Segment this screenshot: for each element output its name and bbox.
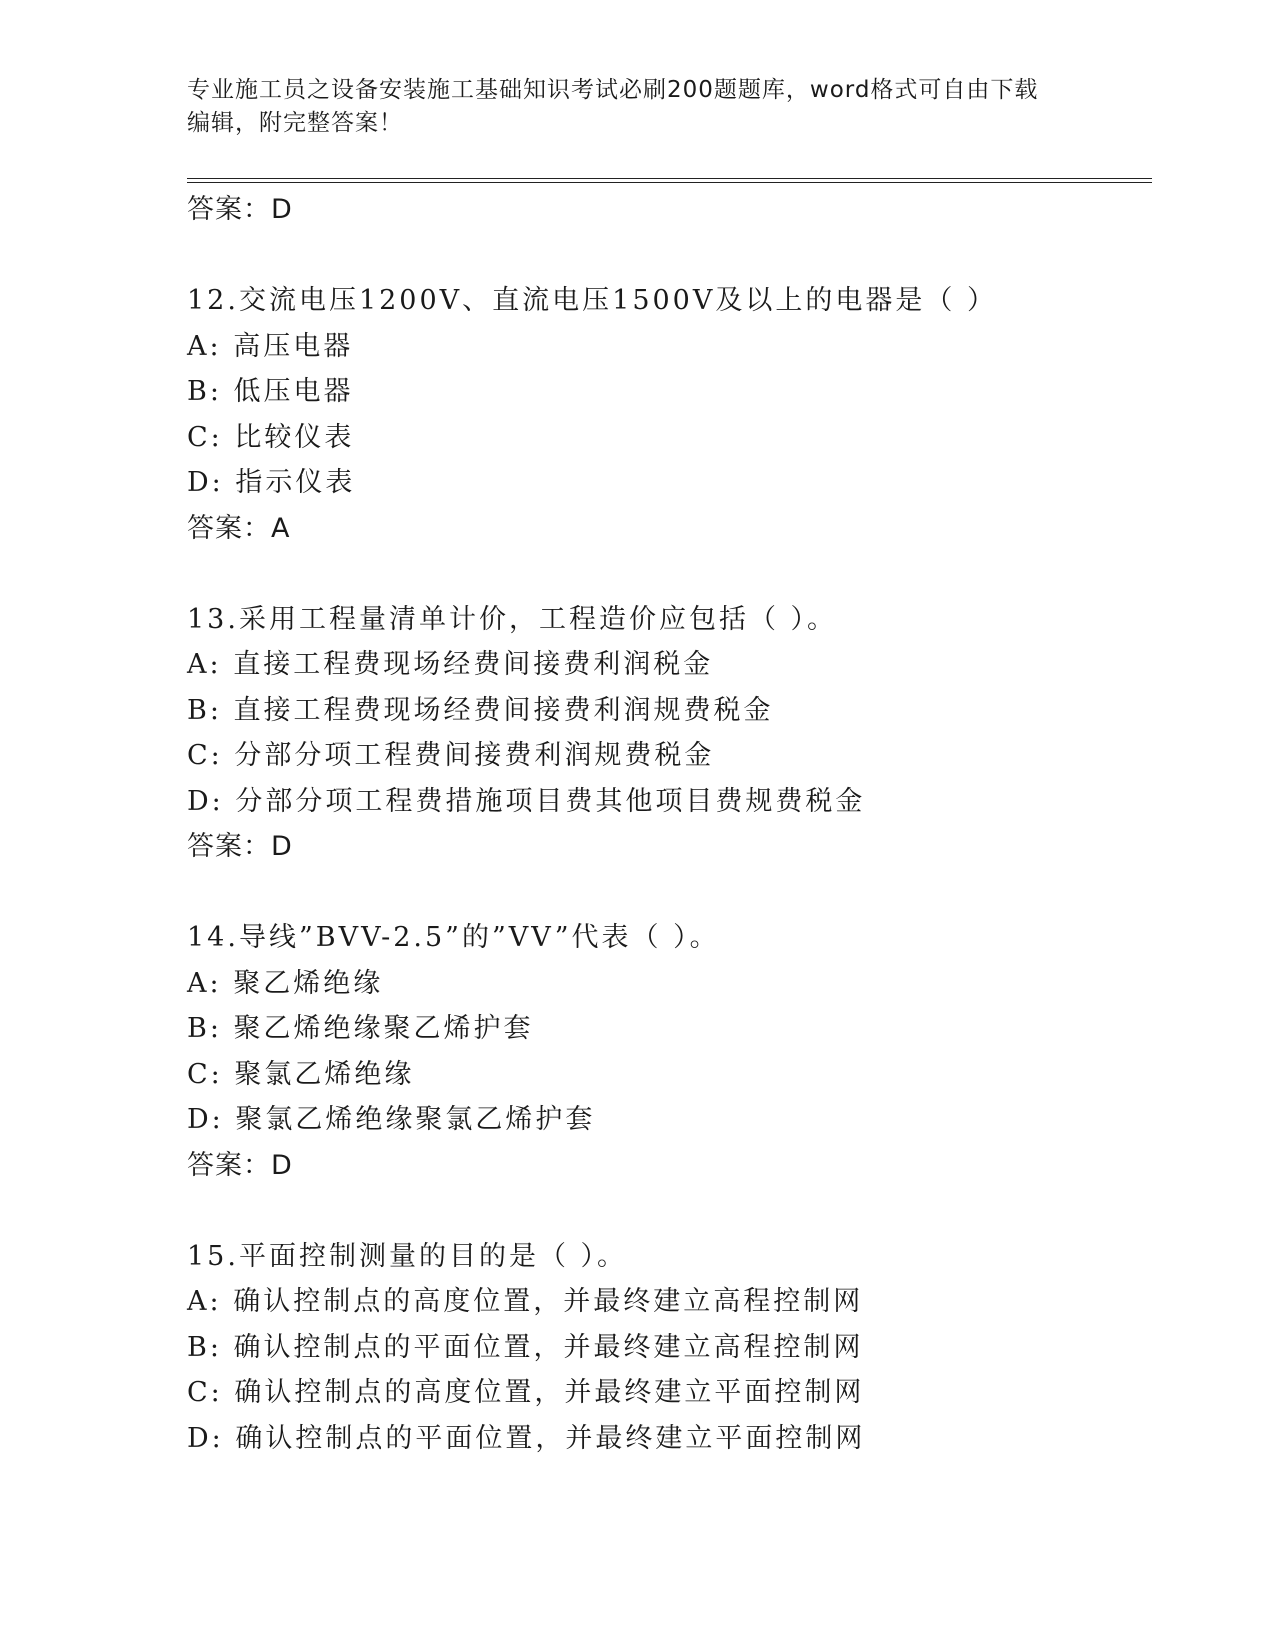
answer-option: [187, 460, 1147, 506]
option-text: 聚氯乙烯绝缘聚氯乙烯护套: [235, 1104, 596, 1135]
option-text: 确认控制点的平面位置，并最终建立平面控制网: [235, 1422, 866, 1454]
answer-option: [187, 1006, 1147, 1052]
option-text: 确认控制点的高度位置，并最终建立平面控制网: [234, 1377, 865, 1408]
question-block: [187, 597, 1147, 870]
option-letter: A:: [187, 1286, 222, 1317]
answer-option: [187, 369, 1147, 415]
option-text: 高压电器: [233, 330, 354, 362]
answer-option: [187, 961, 1147, 1007]
answer-option: [187, 1370, 1147, 1416]
answer-option: [187, 1325, 1147, 1371]
option-text: 分部分项工程费措施项目费其他项目费规费税金: [235, 785, 866, 817]
option-letter: C:: [187, 1377, 223, 1408]
header-divider: [187, 178, 1152, 179]
option-letter: C:: [187, 1058, 223, 1090]
answer-option: [187, 642, 1147, 688]
question-list: [187, 187, 1147, 1461]
option-letter: B:: [187, 694, 222, 726]
document-header: 专业施工员之设备安装施工基础知识考试必刷200题题库，word格式可自由下载 编辑，附完整答案！: [187, 77, 1039, 136]
option-letter: D:: [187, 467, 224, 498]
option-letter: B:: [187, 1331, 222, 1363]
answer-line: 答案：D: [187, 831, 293, 862]
answer-option: [187, 688, 1147, 734]
option-letter: B:: [187, 376, 222, 407]
answer-option: [187, 779, 1147, 825]
question-title: 15.平面控制测量的目的是（ ）。: [187, 1240, 628, 1272]
option-text: 直接工程费现场经费间接费利润税金: [233, 649, 714, 680]
answer-option: [187, 415, 1147, 461]
option-text: 聚乙烯绝缘: [233, 967, 384, 999]
answer-option: [187, 324, 1147, 370]
option-text: 确认控制点的高度位置，并最终建立高程控制网: [233, 1286, 864, 1317]
option-letter: D:: [187, 785, 224, 817]
question-block: [187, 1234, 1147, 1462]
option-text: 聚氯乙烯绝缘: [234, 1058, 415, 1090]
option-text: 分部分项工程费间接费利润规费税金: [234, 740, 715, 771]
option-text: 聚乙烯绝缘聚乙烯护套: [233, 1013, 534, 1044]
option-text: 比较仪表: [234, 421, 355, 453]
option-letter: C:: [187, 421, 223, 453]
answer-line: 答案：D: [187, 194, 293, 225]
question-title: 12.交流电压1200V、直流电压1500V及以上的电器是（ ）: [187, 285, 997, 316]
option-letter: D:: [187, 1422, 224, 1454]
question-title: 14.导线”BVV-2.5”的”VV”代表（ ）。: [187, 922, 720, 953]
answer-line: 答案：D: [187, 1149, 293, 1181]
option-letter: C:: [187, 740, 223, 771]
answer-line: 答案：A: [187, 512, 291, 544]
option-letter: B:: [187, 1013, 222, 1044]
option-text: 低压电器: [233, 376, 354, 407]
option-letter: D:: [187, 1104, 224, 1135]
option-text: 指示仪表: [235, 467, 356, 498]
question-block: [187, 278, 1147, 551]
answer-option: [187, 733, 1147, 779]
option-letter: A:: [187, 649, 222, 680]
option-text: 直接工程费现场经费间接费利润规费税金: [233, 694, 774, 726]
option-letter: A:: [187, 330, 222, 362]
question-block: [187, 915, 1147, 1188]
answer-option: [187, 1097, 1147, 1143]
option-letter: A:: [187, 967, 222, 999]
answer-option: [187, 1052, 1147, 1098]
answer-option: [187, 1279, 1147, 1325]
question-title: 13.采用工程量清单计价，工程造价应包括（ ）。: [187, 603, 838, 635]
questions-container: [187, 278, 1147, 1461]
answer-option: [187, 1416, 1147, 1462]
option-text: 确认控制点的平面位置，并最终建立高程控制网: [233, 1331, 864, 1363]
header-divider-secondary: [187, 182, 1152, 183]
